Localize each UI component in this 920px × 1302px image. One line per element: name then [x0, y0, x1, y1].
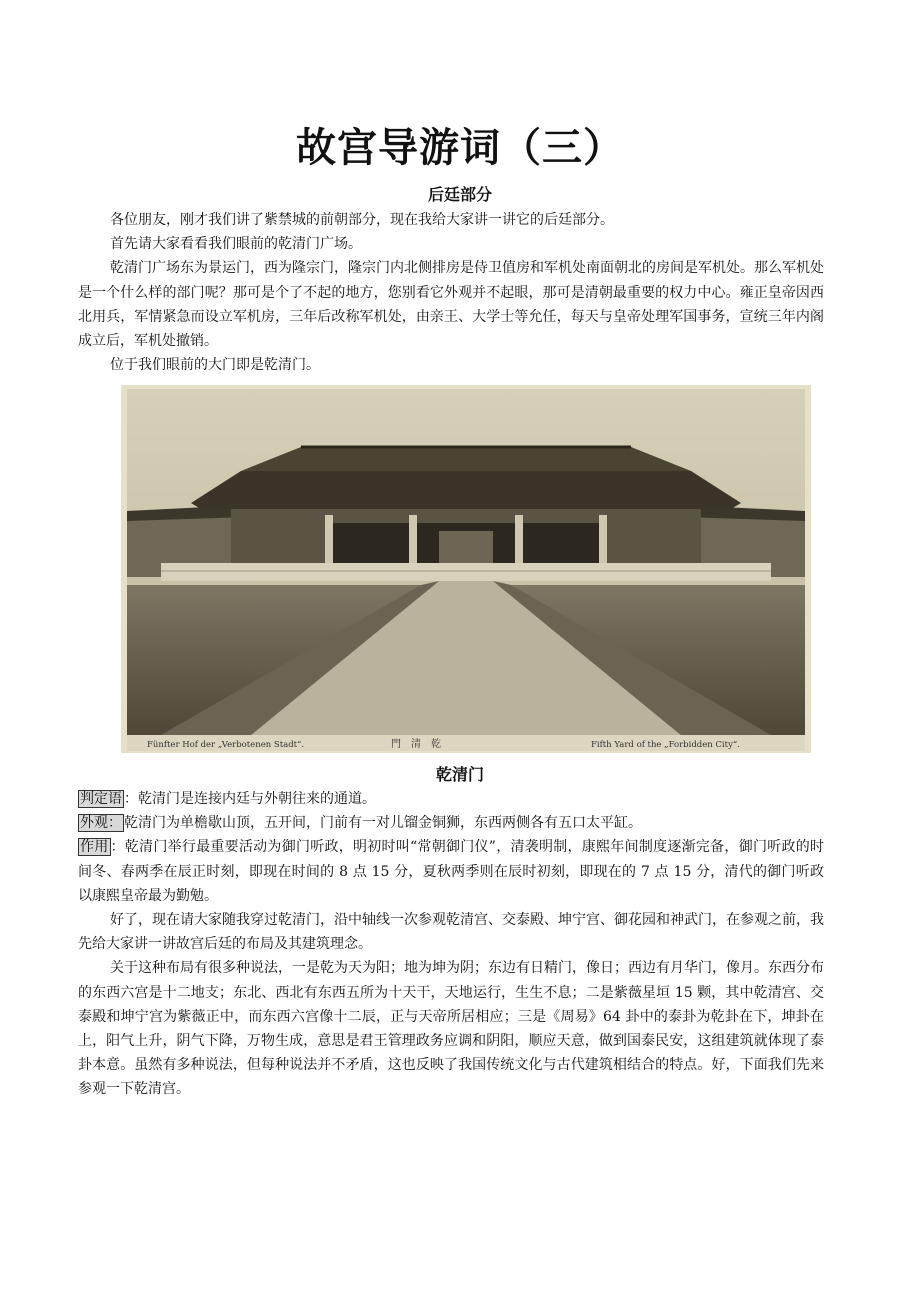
- definition-tag: 外观：: [80, 815, 122, 832]
- closing-paragraph: 好了，现在请大家随我穿过乾清门，沿中轴线一次参观乾清宫、交泰殿、坤宁宫、御花园和神武门，在参观之前，我先给大家讲一讲故宫后廷的布局及其建筑理念。: [78, 912, 824, 953]
- intro-paragraph: 首先请大家看看我们眼前的乾清门广场。: [110, 236, 362, 253]
- definitions-text: [78, 787, 824, 1102]
- intro-paragraph: 乾清门广场东为景运门，西为隆宗门，隆宗门内北侧排房是侍卫值房和军机处南面朝北的房间是军机处。那么军机处是一个什么样的部门呢？那可是个了不起的地方，您别看它外观并不起眼，那可是清朝最重要的权力中心。雍正皇帝因西北用兵，军情紧急而设立军机房，三年后改称军机处，由亲王、大学士等允任，每天与皇帝处理军国事务，宣统三年内阁成立后，军机处撤销。: [78, 260, 824, 350]
- photo-heading: 乾清门: [435, 765, 484, 784]
- photo-caption-center: 門 清 乾: [391, 739, 441, 750]
- photo-caption-right: Fifth Yard of the „Forbidden City“.: [591, 740, 740, 750]
- definition-tag: 作用: [80, 839, 109, 856]
- section-heading: 后廷部分: [427, 185, 492, 204]
- intro-paragraph: 位于我们眼前的大门即是乾清门。: [110, 357, 320, 374]
- definition-text: 乾清门为单檐歇山顶，五开间，门前有一对儿镏金铜狮，东西两侧各有五口太平缸。: [124, 815, 642, 832]
- intro-text: [78, 208, 824, 377]
- definition-tag: 判定语: [80, 791, 122, 807]
- definition-text: 乾清门是连接内廷与外朝往来的通道。: [138, 791, 376, 807]
- definition-row: 作用 ：乾清门举行最重要活动为御门听政，明初时叫“常朝御门仪”，清袭明制，康熙年间制度逐渐完备，御门听政的时间冬、春两季在辰正时刻，即现在时间的 8 点 15 分，夏秋两季则在辰时初刻，即现在的 7 点 15 分，清代的御门听政以康熙皇帝最为勤勉。: [78, 839, 825, 904]
- definition-text: 乾清门举行最重要活动为御门听政，明初时叫“常朝御门仪”，清袭明制，康熙年间制度逐渐完备，御门听政的时间冬、春两季在辰正时刻，即现在时间的 8 点 15 分，夏秋两季则在辰时初刻，即现在的 7 点 15 分，清代的御门听政以康熙皇帝最为勤勉。: [78, 839, 825, 904]
- page-title: 故宫导游词（三）: [296, 125, 624, 171]
- definition-row: 判定语 ：乾清门是连接内廷与外朝往来的通道。: [80, 791, 376, 807]
- photo-caption-left: Fünfter Hof der „Verbotenen Stadt“.: [147, 740, 305, 750]
- qianqing-gate-photo: [121, 385, 811, 753]
- intro-paragraph: 各位朋友，刚才我们讲了紫禁城的前朝部分，现在我给大家讲一讲它的后廷部分。: [110, 212, 614, 228]
- definition-row: [78, 811, 824, 835]
- closing-paragraph: 关于这种布局有很多种说法，一是乾为天为阳；地为坤为阴；东边有日精门，像日；西边有月华门，像月。东西分布的东西六宫是十二地支；东北、西北有东西五所为十天干，天地运行，生生不息；二是紫薇星垣 15 颗，其中乾清宫、交泰殿和坤宁宫为紫薇正中，而东西六宫像十二辰，正与天帝所居相应；三是《周易》64 卦中的泰卦为乾卦在下，坤卦在上，阳气上升，阴气下降，万物生成，意思是君王管理政务应调和阴阳，顺应天意，做到国泰民安，这组建筑就体现了泰卦本意。虽然有多种说法，但每种说法并不矛盾，这也反映了我国传统文化与古代建筑相结合的特点。好，下面我们先来参观一下乾清宫。: [78, 960, 824, 1098]
